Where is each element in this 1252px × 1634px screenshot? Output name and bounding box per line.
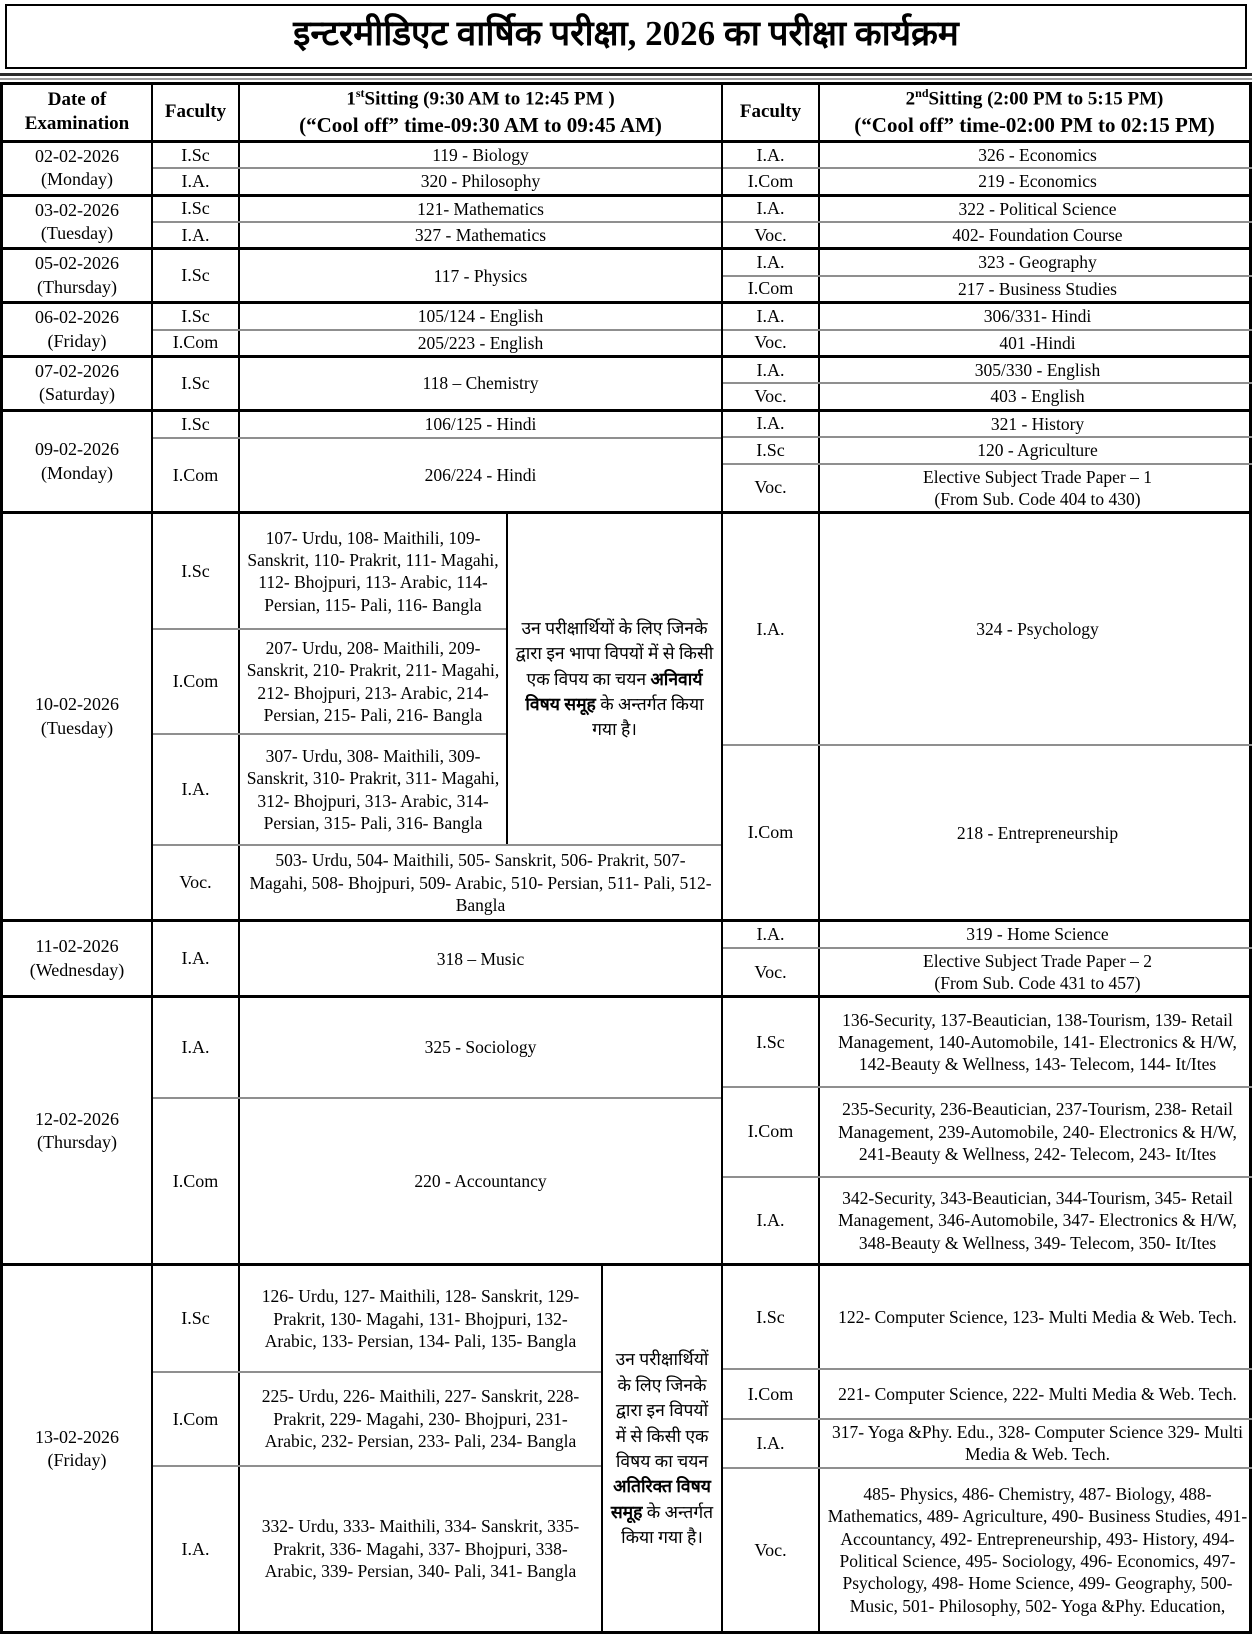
exam-date: 02-02-2026: [35, 145, 119, 168]
date-cell: [3, 250, 153, 301]
language-subjects-column: [153, 1266, 601, 1631]
first-sitting-block: [153, 514, 723, 919]
faculty-cell: I.A.: [723, 412, 820, 436]
faculty-cell: I.A.: [723, 514, 820, 744]
first-sitting-block: [153, 922, 723, 995]
subject-cell: 218 - Entrepreneurship: [820, 746, 1252, 919]
first-sitting-block: [153, 143, 723, 194]
faculty-cell: Voc.: [723, 384, 820, 408]
subject-cell: 217 - Business Studies: [820, 277, 1252, 301]
exam-day: (Monday): [41, 462, 113, 485]
faculty-cell: I.Sc: [153, 1266, 240, 1371]
subject-cell: 307- Urdu, 308- Maithili, 309- Sanskrit, 310- Prakrit, 311- Magahi, 312- Bhojpuri, 313- Arabic, 314- Persian, 315- Pali, 316- Bangla: [240, 735, 506, 844]
exam-day: (Monday): [41, 168, 113, 191]
exam-date: 03-02-2026: [35, 199, 119, 222]
subject-cell: 221- Computer Science, 222- Multi Media & Web. Tech.: [820, 1370, 1252, 1418]
page-title-text: इन्टरमीडिएट वार्षिक परीक्षा, 2026 का परीक्षा कार्यक्रम: [293, 14, 959, 53]
faculty-cell: I.A.: [723, 358, 820, 382]
schedule-table: [0, 82, 1252, 1634]
subject-cell: 119 - Biology: [240, 143, 721, 167]
faculty-cell: I.Com: [723, 1088, 820, 1176]
subject-cell: 126- Urdu, 127- Maithili, 128- Sanskrit, 129- Prakrit, 130- Magahi, 131- Bhojpuri, 132- Arabic, 133- Persian, 134- Pali, 135- Bangla: [240, 1266, 601, 1371]
faculty-cell: I.A.: [723, 1420, 820, 1467]
exam-day: (Friday): [48, 330, 107, 353]
exam-day: (Tuesday): [41, 717, 113, 740]
subject-cell: 332- Urdu, 333- Maithili, 334- Sanskrit, 335- Prakrit, 336- Magahi, 337- Bhojpuri, 338- Arabic, 339- Persian, 340- Pali, 341- Bangla: [240, 1467, 601, 1632]
subject-cell: 207- Urdu, 208- Maithili, 209- Sanskrit, 210- Prakrit, 211- Magahi, 212- Bhojpuri, 213- Arabic, 214- Persian, 215- Pali, 216- Bangla: [240, 630, 506, 732]
exam-date: 05-02-2026: [35, 252, 119, 275]
exam-date: 13-02-2026: [35, 1426, 119, 1449]
exam-date: 10-02-2026: [35, 693, 119, 716]
row-13-02-2026: [3, 1263, 1249, 1631]
first-sitting-block: [153, 412, 723, 512]
faculty-cell: I.Com: [723, 277, 820, 301]
subject-cell: 403 - English: [820, 384, 1252, 408]
subject-cell: 220 - Accountancy: [240, 1099, 721, 1264]
subject-cell: Elective Subject Trade Paper – 1 (From Sub. Code 404 to 430): [820, 465, 1252, 512]
subject-cell: 342-Security, 343-Beautician, 344-Tourism, 345- Retail Management, 346-Automobile, 347- Electronics & H/W, 348-Beauty & Wellness, 349- Telecom, 350- It/Ites: [820, 1178, 1252, 1264]
first-sitting-block: [153, 250, 723, 301]
header-date-of-examination: Date of Examination: [3, 85, 153, 140]
second-sitting-block: [723, 514, 1252, 919]
exam-day: (Thursday): [37, 1131, 117, 1154]
first-sitting-block: [153, 1266, 723, 1631]
exam-date: 09-02-2026: [35, 438, 119, 461]
faculty-cell: I.A.: [153, 223, 240, 247]
exam-day: (Tuesday): [41, 222, 113, 245]
subject-cell: 235-Security, 236-Beautician, 237-Tourism, 238- Retail Management, 239-Automobile, 240- Electronics & H/W, 241-Beauty & Wellness, 242- Telecom, 243- It/Ites: [820, 1088, 1252, 1176]
second-sitting-block: [723, 922, 1252, 995]
title-divider: [0, 73, 1252, 80]
faculty-cell: I.Com: [153, 630, 240, 732]
first-sitting-time: 1stSitting (9:30 AM to 12:45 PM ): [346, 85, 614, 112]
exam-day: (Saturday): [39, 383, 115, 406]
faculty-cell: Voc.: [723, 331, 820, 355]
second-sitting-cooloff: (“Cool off” time-02:00 PM to 02:15 PM): [854, 111, 1214, 139]
page-title: [5, 4, 1247, 69]
subject-cell: 206/224 - Hindi: [240, 439, 721, 511]
faculty-cell: I.Sc: [153, 304, 240, 328]
faculty-cell: I.A.: [153, 1467, 240, 1632]
faculty-cell: I.A.: [153, 735, 240, 844]
faculty-cell: I.A.: [723, 304, 820, 328]
subject-cell: 319 - Home Science: [820, 922, 1252, 946]
second-sitting-block: [723, 998, 1252, 1263]
subject-cell: 107- Urdu, 108- Maithili, 109- Sanskrit, 110- Prakrit, 111- Magahi, 112- Bhojpuri, 113- Arabic, 114- Persian, 115- Pali, 116- Bangla: [240, 514, 506, 628]
language-subjects-column: [153, 514, 506, 844]
subject-cell: 323 - Geography: [820, 250, 1252, 274]
date-cell: [3, 998, 153, 1263]
date-cell: [3, 922, 153, 995]
faculty-cell: I.A.: [723, 922, 820, 946]
exam-day: (Thursday): [37, 276, 117, 299]
date-cell: [3, 514, 153, 919]
second-sitting-block: [723, 1266, 1252, 1631]
row-09-02-2026: [3, 409, 1249, 512]
subject-cell: 318 – Music: [240, 922, 721, 995]
exam-date: 12-02-2026: [35, 1108, 119, 1131]
subject-cell: 120 - Agriculture: [820, 438, 1252, 462]
date-cell: [3, 197, 153, 248]
faculty-cell: I.Sc: [153, 143, 240, 167]
subject-cell: 317- Yoga &Phy. Edu., 328- Computer Science 329- Multi Media & Web. Tech.: [820, 1420, 1252, 1467]
row-02-02-2026: [3, 140, 1249, 194]
subject-cell: Elective Subject Trade Paper – 2 (From Sub. Code 431 to 457): [820, 949, 1252, 996]
exam-day: (Wednesday): [30, 959, 125, 982]
subject-cell: 118 – Chemistry: [240, 358, 721, 409]
subject-cell: 105/124 - English: [240, 304, 721, 328]
subject-cell: 325 - Sociology: [240, 998, 721, 1096]
row-12-02-2026: [3, 995, 1249, 1263]
faculty-cell: I.Com: [723, 1370, 820, 1418]
subject-cell: 326 - Economics: [820, 143, 1252, 167]
subject-cell: 485- Physics, 486- Chemistry, 487- Biology, 488- Mathematics, 489- Agriculture, 490- Business Studies, 491- Accountancy, 492- Entrepreneurship, 493- History, 494- Political Science, 495- Sociology, 496- Economics, 497- Psychology, 498- Home Science, 499- Geography, 500- Music, 501- Philosophy, 502- Yoga &Phy. Education,: [820, 1469, 1252, 1632]
subject-cell: 321 - History: [820, 412, 1252, 436]
header-first-sitting: [240, 85, 723, 140]
table-header-row: [3, 85, 1249, 140]
faculty-cell: I.Sc: [153, 412, 240, 437]
header-second-sitting: [820, 85, 1249, 140]
first-sitting-block: [153, 197, 723, 248]
subject-cell: 305/330 - English: [820, 358, 1252, 382]
row-05-02-2026: [3, 247, 1249, 301]
faculty-cell: I.Sc: [723, 1266, 820, 1368]
date-cell: [3, 358, 153, 409]
first-sitting-cooloff: (“Cool off” time-09:30 AM to 09:45 AM): [299, 111, 662, 139]
exam-day: (Friday): [48, 1449, 107, 1472]
faculty-cell: I.A.: [153, 169, 240, 193]
subject-cell: 306/331- Hindi: [820, 304, 1252, 328]
subject-cell: 225- Urdu, 226- Maithili, 227- Sanskrit, 228- Prakrit, 229- Magahi, 230- Bhojpuri, 231- Arabic, 232- Persian, 233- Pali, 234- Bangla: [240, 1373, 601, 1464]
subject-cell: 401 -Hindi: [820, 331, 1252, 355]
exam-date: 11-02-2026: [35, 935, 118, 958]
date-cell: [3, 412, 153, 512]
faculty-cell: I.A.: [153, 998, 240, 1096]
header-faculty-right: Faculty: [723, 85, 820, 140]
second-sitting-block: [723, 250, 1252, 301]
faculty-cell: I.A.: [723, 250, 820, 274]
date-cell: [3, 1266, 153, 1631]
second-sitting-block: [723, 197, 1252, 248]
faculty-cell: I.A.: [723, 143, 820, 167]
faculty-cell: I.A.: [723, 197, 820, 221]
faculty-cell: I.Com: [723, 746, 820, 919]
faculty-cell: Voc.: [153, 846, 240, 919]
faculty-cell: I.Com: [153, 331, 240, 355]
subject-cell: 122- Computer Science, 123- Multi Media & Web. Tech.: [820, 1266, 1252, 1368]
faculty-cell: Voc.: [723, 1469, 820, 1632]
row-07-02-2026: [3, 355, 1249, 409]
row-10-02-2026: [3, 511, 1249, 919]
first-sitting-block: [153, 998, 723, 1263]
faculty-cell: I.Sc: [723, 998, 820, 1086]
row-11-02-2026: [3, 919, 1249, 995]
faculty-cell: I.Com: [153, 1099, 240, 1264]
faculty-cell: I.Sc: [153, 358, 240, 409]
subject-cell: 219 - Economics: [820, 169, 1252, 193]
subject-cell: 402- Foundation Course: [820, 223, 1252, 247]
faculty-cell: I.Com: [153, 1373, 240, 1464]
subject-cell: 117 - Physics: [240, 250, 721, 301]
second-sitting-time: 2ndSitting (2:00 PM to 5:15 PM): [906, 85, 1164, 112]
subject-cell: 136-Security, 137-Beautician, 138-Tourism, 139- Retail Management, 140-Automobile, 141- Electronics & H/W, 142-Beauty & Wellness, 143- Telecom, 144- It/Ites: [820, 998, 1252, 1086]
faculty-cell: I.Com: [153, 439, 240, 511]
faculty-cell: I.A.: [723, 1178, 820, 1264]
faculty-cell: I.Sc: [723, 438, 820, 462]
note-additional-subject-group: उन परीक्षार्थियों के लिए जिनके द्वारा इन विपयों में से किसी एक विषय का चयन अतिरिक्त विषय समूह के अन्तर्गत किया गया है।: [601, 1266, 721, 1631]
row-03-02-2026: [3, 194, 1249, 248]
subject-cell: 322 - Political Science: [820, 197, 1252, 221]
note-compulsory-subject-group: उन परीक्षार्थियों के लिए जिनके द्वारा इन भापा विपयों में से किसी एक विपय का चयन अनिवार्य विषय समूह के अन्तर्गत किया गया है।: [506, 514, 721, 844]
first-sitting-block: [153, 358, 723, 409]
subject-cell: 327 - Mathematics: [240, 223, 721, 247]
subject-cell: 106/125 - Hindi: [240, 412, 721, 437]
faculty-cell: Voc.: [723, 223, 820, 247]
subject-cell: 320 - Philosophy: [240, 169, 721, 193]
faculty-cell: I.A.: [153, 922, 240, 995]
exam-schedule-document: [0, 4, 1252, 1634]
second-sitting-block: [723, 143, 1252, 194]
exam-date: 07-02-2026: [35, 360, 119, 383]
exam-date: 06-02-2026: [35, 306, 119, 329]
faculty-cell: I.Sc: [153, 250, 240, 301]
subject-cell: 324 - Psychology: [820, 514, 1252, 744]
faculty-cell: I.Sc: [153, 514, 240, 628]
row-06-02-2026: [3, 301, 1249, 355]
subject-cell: 503- Urdu, 504- Maithili, 505- Sanskrit, 506- Prakrit, 507- Magahi, 508- Bhojpuri, 509- Arabic, 510- Persian, 511- Pali, 512- Bangla: [240, 846, 721, 919]
date-cell: [3, 304, 153, 355]
faculty-cell: Voc.: [723, 949, 820, 996]
second-sitting-block: [723, 412, 1252, 512]
faculty-cell: I.Sc: [153, 197, 240, 221]
subject-cell: 121- Mathematics: [240, 197, 721, 221]
second-sitting-block: [723, 358, 1252, 409]
date-cell: [3, 143, 153, 194]
faculty-cell: I.Com: [723, 169, 820, 193]
header-faculty-left: Faculty: [153, 85, 240, 140]
second-sitting-block: [723, 304, 1252, 355]
subject-cell: 205/223 - English: [240, 331, 721, 355]
faculty-cell: Voc.: [723, 465, 820, 512]
first-sitting-block: [153, 304, 723, 355]
